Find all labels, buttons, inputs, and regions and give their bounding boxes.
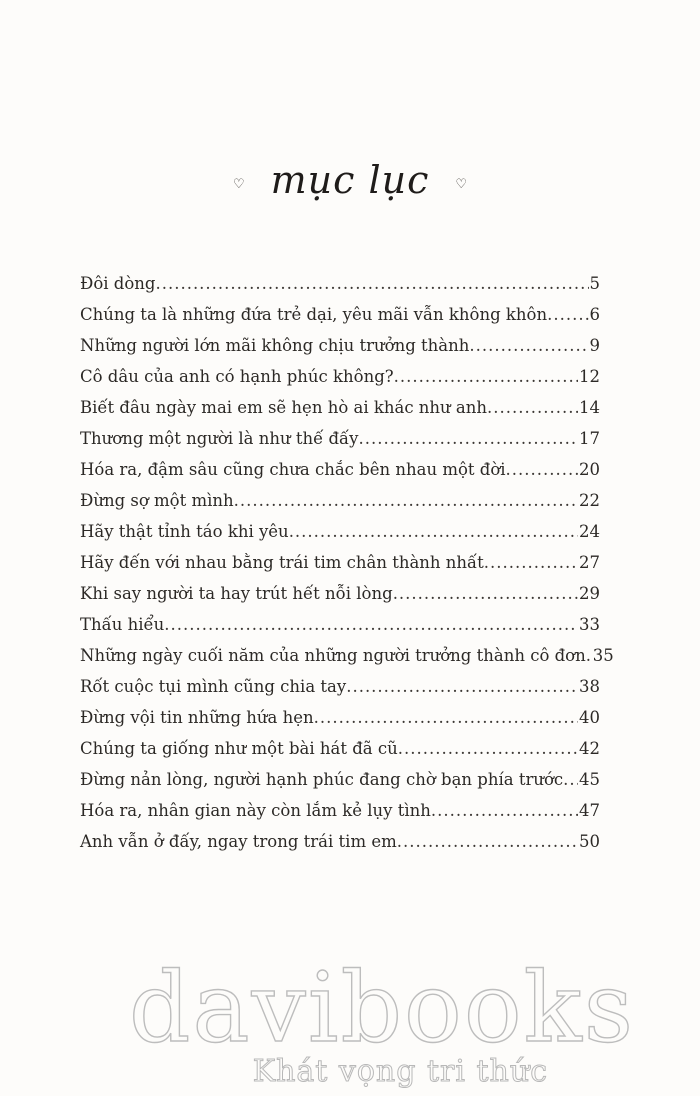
toc-entry-page-number: 20 [579,460,600,479]
toc-entry [80,609,600,640]
toc-entry [80,299,600,330]
toc-entry-title: Đôi dòng [80,274,156,293]
toc-entry-page-number: 40 [579,708,600,727]
toc-entry-title: Chúng ta giống như một bài hát đã cũ [80,739,398,758]
toc-entry-title: Rốt cuộc tụi mình cũng chia tay [80,677,347,696]
table-of-contents [80,268,614,857]
toc-entry [80,702,600,733]
watermark-logo: davibooks [128,952,636,1064]
toc-entry [80,578,600,609]
dot-leader [563,764,578,795]
dot-leader [394,361,578,392]
toc-entry [80,826,600,857]
toc-entry [80,516,600,547]
toc-entry-title: Đừng sợ một mình [80,491,234,510]
watermark-tagline: Khát vọng tri thức [252,1054,548,1089]
toc-entry-title: Biết đâu ngày mai em sẽ hẹn hò ai khác như anh [80,398,488,417]
dot-leader [469,330,588,361]
toc-entry-page-number: 24 [579,522,600,541]
toc-entry-title: Anh vẫn ở đấy, ngay trong trái tim em [80,832,397,851]
toc-entry-page-number: 38 [579,677,600,696]
toc-entry [80,361,600,392]
toc-entry [80,795,600,826]
toc-entry [80,764,600,795]
toc-entry-title: Hóa ra, đậm sâu cũng chưa chắc bên nhau một đời [80,460,506,479]
toc-entry-page-number: 5 [589,274,600,293]
dot-leader [346,671,578,702]
toc-entry [80,733,600,764]
toc-entry-page-number: 50 [579,832,600,851]
toc-entry-page-number: 35 [592,646,614,665]
toc-entry [80,392,600,423]
toc-entry-page-number: 33 [579,615,600,634]
toc-entry-page-number: 29 [579,584,600,603]
toc-entry-title: Thấu hiểu [80,615,165,634]
toc-heading [0,158,700,218]
toc-entry-title: Hóa ra, nhân gian này còn lắm kẻ lụy tình [80,801,431,820]
toc-entry-page-number: 27 [579,553,600,572]
toc-entry [80,330,600,361]
toc-entry [80,640,614,671]
toc-entry-title: Thương một người là như thế đấy [80,429,359,448]
toc-entry-title: Đừng vội tin những hứa hẹn [80,708,314,727]
dot-leader [547,299,588,330]
toc-entry-page-number: 12 [579,367,600,386]
toc-entry [80,671,600,702]
toc-entry-page-number: 6 [589,305,600,324]
toc-entry-page-number: 42 [579,739,600,758]
toc-entry-page-number: 22 [579,491,600,510]
toc-entry-page-number: 45 [579,770,600,789]
toc-entry-page-number: 14 [579,398,600,417]
dot-leader [431,795,578,826]
page-title: mục lục [270,158,430,202]
toc-entry-page-number: 17 [579,429,600,448]
toc-entry [80,423,600,454]
dot-leader [155,268,588,299]
dot-leader [289,516,578,547]
dot-leader [393,578,578,609]
toc-entry-title: Đừng nản lòng, người hạnh phúc đang chờ bạn phía trước [80,770,564,789]
dot-leader [314,702,578,733]
toc-entry-title: Khi say người ta hay trút hết nỗi lòng [80,584,393,603]
dot-leader [164,609,578,640]
dot-leader [234,485,578,516]
heart-icon: ♡ [232,176,245,192]
dot-leader [506,454,578,485]
dot-leader [397,826,578,857]
toc-entry-title: Hãy đến với nhau bằng trái tim chân thành nhất [80,553,484,572]
toc-entry-page-number: 9 [589,336,600,355]
toc-entry-title: Chúng ta là những đứa trẻ dại, yêu mãi vẫn không khôn [80,305,548,324]
toc-entry [80,485,600,516]
toc-entry [80,454,600,485]
toc-entry-title: Cô dâu của anh có hạnh phúc không? [80,367,394,386]
toc-entry [80,268,600,299]
toc-entry-title: Những ngày cuối năm của những người trưởng thành cô đơn [80,646,586,665]
toc-entry [80,547,600,578]
heart-icon: ♡ [455,176,468,192]
dot-leader [484,547,578,578]
dot-leader [487,392,578,423]
toc-entry-title: Hãy thật tỉnh táo khi yêu [80,522,289,541]
dot-leader [398,733,578,764]
dot-leader [359,423,579,454]
toc-entry-title: Những người lớn mãi không chịu trưởng thành [80,336,470,355]
toc-entry-page-number: 47 [579,801,600,820]
